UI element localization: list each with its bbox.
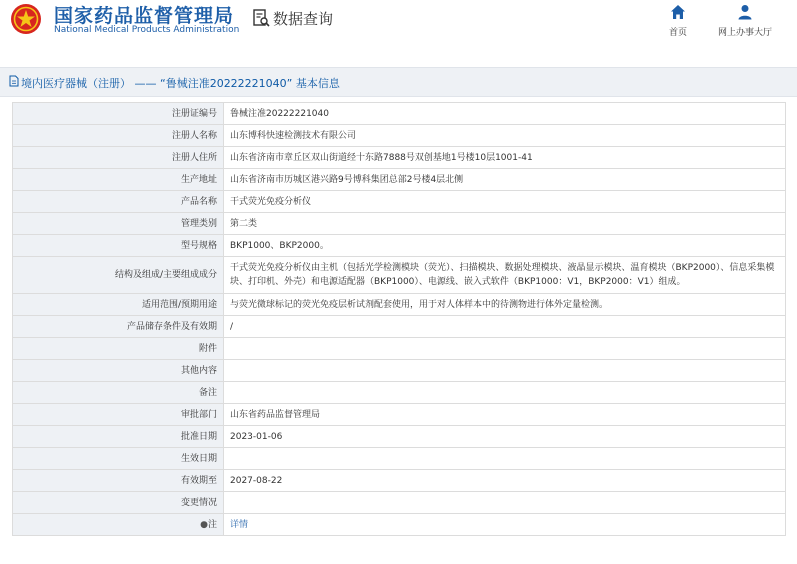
site-header (0, 0, 797, 56)
table-row (13, 294, 786, 316)
field-label: 其他内容 (13, 360, 224, 382)
table-row (13, 235, 786, 257)
pin-icon: ● (200, 519, 208, 530)
table-row (13, 382, 786, 404)
field-value (224, 338, 786, 360)
table-row (13, 470, 786, 492)
field-label: 结构及组成/主要组成成分 (13, 257, 224, 294)
note-label: 注 (207, 519, 217, 530)
basic-info-table (12, 102, 786, 536)
site-name-en: National Medical Products Administration (54, 25, 240, 35)
table-row (13, 316, 786, 338)
field-label: 注册人住所 (13, 147, 224, 169)
table-row (13, 492, 786, 514)
field-label: 审批部门 (13, 404, 224, 426)
field-label: 备注 (13, 382, 224, 404)
nav-home[interactable] (663, 4, 693, 38)
document-icon (9, 75, 19, 87)
field-value: 与荧光微球标记的荧光免疫层析试剂配套使用，用于对人体样本中的待测物进行体外定量检测。 (224, 294, 786, 316)
field-label: 生效日期 (13, 448, 224, 470)
data-query-title: 数据查询 (273, 10, 334, 28)
field-value (224, 360, 786, 382)
table-row (13, 338, 786, 360)
home-icon (670, 4, 686, 20)
nav-online-office-label[interactable]: 网上办事大厅 (717, 28, 772, 38)
field-label: 注册人名称 (13, 125, 224, 147)
field-value: / (224, 316, 786, 338)
details-link[interactable]: 详情 (230, 519, 249, 530)
field-value (224, 514, 786, 536)
nav-online-office[interactable] (712, 4, 778, 38)
field-value: 鲁械注准20222221040 (224, 103, 786, 125)
field-label: 产品储存条件及有效期 (13, 316, 224, 338)
field-label: 注册证编号 (13, 103, 224, 125)
field-value: 干式荧光免疫分析仪由主机（包括光学检测模块（荧光）、扫描模块、数据处理模块、液晶显示模块、温育模块（BKP2000）、信息采集模块、打印机、外壳）和电源适配器（BKP1000）、电源线、嵌入式软件（BKP1000：V1，BKP2000：V1）组成。 (224, 257, 786, 294)
field-value (224, 382, 786, 404)
search-document-icon (253, 9, 270, 27)
field-value: 2023-01-06 (224, 426, 786, 448)
field-label: 变更情况 (13, 492, 224, 514)
table-row (13, 191, 786, 213)
field-value: 干式荧光免疫分析仪 (224, 191, 786, 213)
table-row (13, 103, 786, 125)
field-label (13, 514, 224, 536)
user-icon (737, 4, 753, 20)
field-label: 生产地址 (13, 169, 224, 191)
table-row (13, 448, 786, 470)
table-row (13, 426, 786, 448)
field-value: BKP1000、BKP2000。 (224, 235, 786, 257)
field-value: 山东省济南市历城区港兴路9号博科集团总部2号楼4层北侧 (224, 169, 786, 191)
table-row (13, 125, 786, 147)
table-row (13, 147, 786, 169)
field-label: 型号规格 (13, 235, 224, 257)
record-title: 境内医疗器械（注册） —— “鲁械注准20222221040” 基本信息 (21, 77, 340, 90)
field-label: 产品名称 (13, 191, 224, 213)
site-name-cn[interactable]: 国家药品监督管理局 (54, 5, 235, 27)
table-row (13, 514, 786, 536)
field-value (224, 448, 786, 470)
table-row (13, 257, 786, 294)
nmpa-emblem-icon[interactable] (10, 3, 42, 35)
field-label: 附件 (13, 338, 224, 360)
field-label: 管理类别 (13, 213, 224, 235)
record-title-bar (0, 67, 797, 97)
field-value: 山东省药品监督管理局 (224, 404, 786, 426)
table-row (13, 213, 786, 235)
field-label: 适用范围/预期用途 (13, 294, 224, 316)
table-row (13, 169, 786, 191)
field-label: 批准日期 (13, 426, 224, 448)
field-value: 2027-08-22 (224, 470, 786, 492)
field-value: 山东省济南市章丘区双山街道经十东路7888号双创基地1号楼10层1001-41 (224, 147, 786, 169)
table-row (13, 360, 786, 382)
field-value: 第二类 (224, 213, 786, 235)
table-row (13, 404, 786, 426)
field-value: 山东博科快速检测技术有限公司 (224, 125, 786, 147)
nav-home-label[interactable]: 首页 (668, 28, 687, 38)
field-label: 有效期至 (13, 470, 224, 492)
field-value (224, 492, 786, 514)
